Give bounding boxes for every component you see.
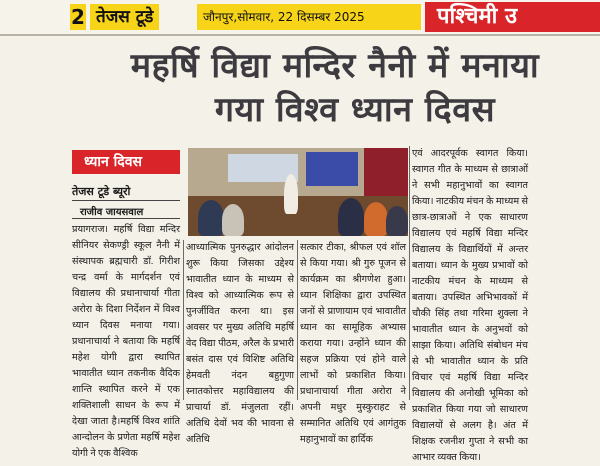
column-divider <box>297 240 298 400</box>
section-label: ध्यान दिवस <box>72 150 180 174</box>
column-divider <box>409 146 410 400</box>
headline <box>70 44 600 132</box>
article-column-1: प्रयागराज। महर्षि विद्या मन्दिर सीनियर सेकण्ड्री स्कूल नैनी में संस्थापक ब्रह्मचारी डॉ. गिरीश चन्द्र वर्मा के मार्गदर्शन एवं विद्यालय की प्रधानाचार्या गीता अरोरा के दिशा निर्देशन में विश्व ध्यान दिवस मनाया गया।प्रधानाचार्या ने बताया कि महर्षि महेश योगी द्वारा स्थापित भावातीत ध्यान तकनीक वैदिक शान्ति स्थापित करने में एक शक्तिशाली साधन के रूप में देखा जाता है।महर्षि विश्व शांति आन्दोलन के प्रणेता महर्षि महेश योगी ने एक वैश्विक <box>72 224 180 459</box>
region-label: पश्चिमी उ <box>425 2 600 32</box>
event-photo <box>188 148 408 236</box>
divider <box>72 218 180 219</box>
article-column-4: एवं आदरपूर्वक स्वागत किया। स्वागत गीत के माध्यम से छात्राओं ने सभी महानुभावों का स्वागत किया। नाटकीय मंचन के माध्यम से छात्र-छात्राओं ने एक साधारण विद्यालय एवं महर्षि विद्या मन्दिर विद्यालय के विद्यार्थियों में अन्तर बताया। ध्यान के मुख्य प्रभावों को नाटकीय मंचन के माध्यम से बताया। उपस्थित अभिभावकों में चौकी सिंह तथा गरिमा शुक्ला ने भावातीत ध्यान के अनुभवों को साझा किया। अतिथि संबोधन मंच से भी भावातीत ध्यान के प्रति विचार एवं महर्षि विद्या मन्दिर विद्यालय की अनोखी भूमिका को प्रकाशित किया गया जो साधारण विद्यालयों से अलग है। अंत में शिक्षक रजनीश गुप्ता ने सभी का आभार व्यक्त किया। <box>412 148 528 463</box>
article-column-2: आध्यात्मिक पुनरुद्धार आंदोलन शुरू किया जिसका उद्देश्य भावातीत ध्यान के माध्यम से विश्व को आध्यात्मिक रूप से पुनर्जीवित करना था। इस अवसर पर मुख्य अतिथि महर्षि वेद विद्या पीठम, अरैल के प्रभारी बसंत दास एवं विशिष्ट अतिथि हेमवती नंदन बहुगुणा स्नातकोत्तर महाविद्यालय की प्राचार्या डॉ. मंजुलता रहीं। अतिथि देवों भव की भावना से अतिथि <box>186 242 294 445</box>
masthead <box>0 0 600 36</box>
dateline: जौनपुर,सोमवार, 22 दिसम्बर 2025 <box>197 4 421 30</box>
paper-name: तेजस टूडे <box>90 4 159 30</box>
headline-line-2: गया विश्व ध्यान दिवस <box>214 90 496 130</box>
headline-line-1: महर्षि विद्या मन्दिर नैनी में मनाया <box>130 46 540 86</box>
article-column-3: सत्कार टीका, श्रीफल एवं शॉल से किया गया। श्री गुरु पूजन से कार्यक्रम का श्रीगणेश हुआ। ध्यान शिक्षिका द्वारा उपस्थित जनों से प्राणायाम एवं भावातीत ध्यान का सामूहिक अभ्यास कराया गया। उन्होंने ध्यान की सहज प्रक्रिया एवं होने वाले लाभों को प्रकाशित किया। प्रधानाचार्या गीता अरोरा ने अपनी मधुर मुस्कुराहट से सम्मानित अतिथि एवं आगंतुक महानुभावों का हार्दिक <box>300 242 406 445</box>
page-number: 2 <box>71 5 85 29</box>
divider <box>72 200 180 201</box>
column-divider <box>183 240 184 400</box>
reporter-byline: राजीव जायसवाल <box>80 207 144 218</box>
bureau-byline: तेजस टूडे ब्यूरो <box>72 185 131 198</box>
